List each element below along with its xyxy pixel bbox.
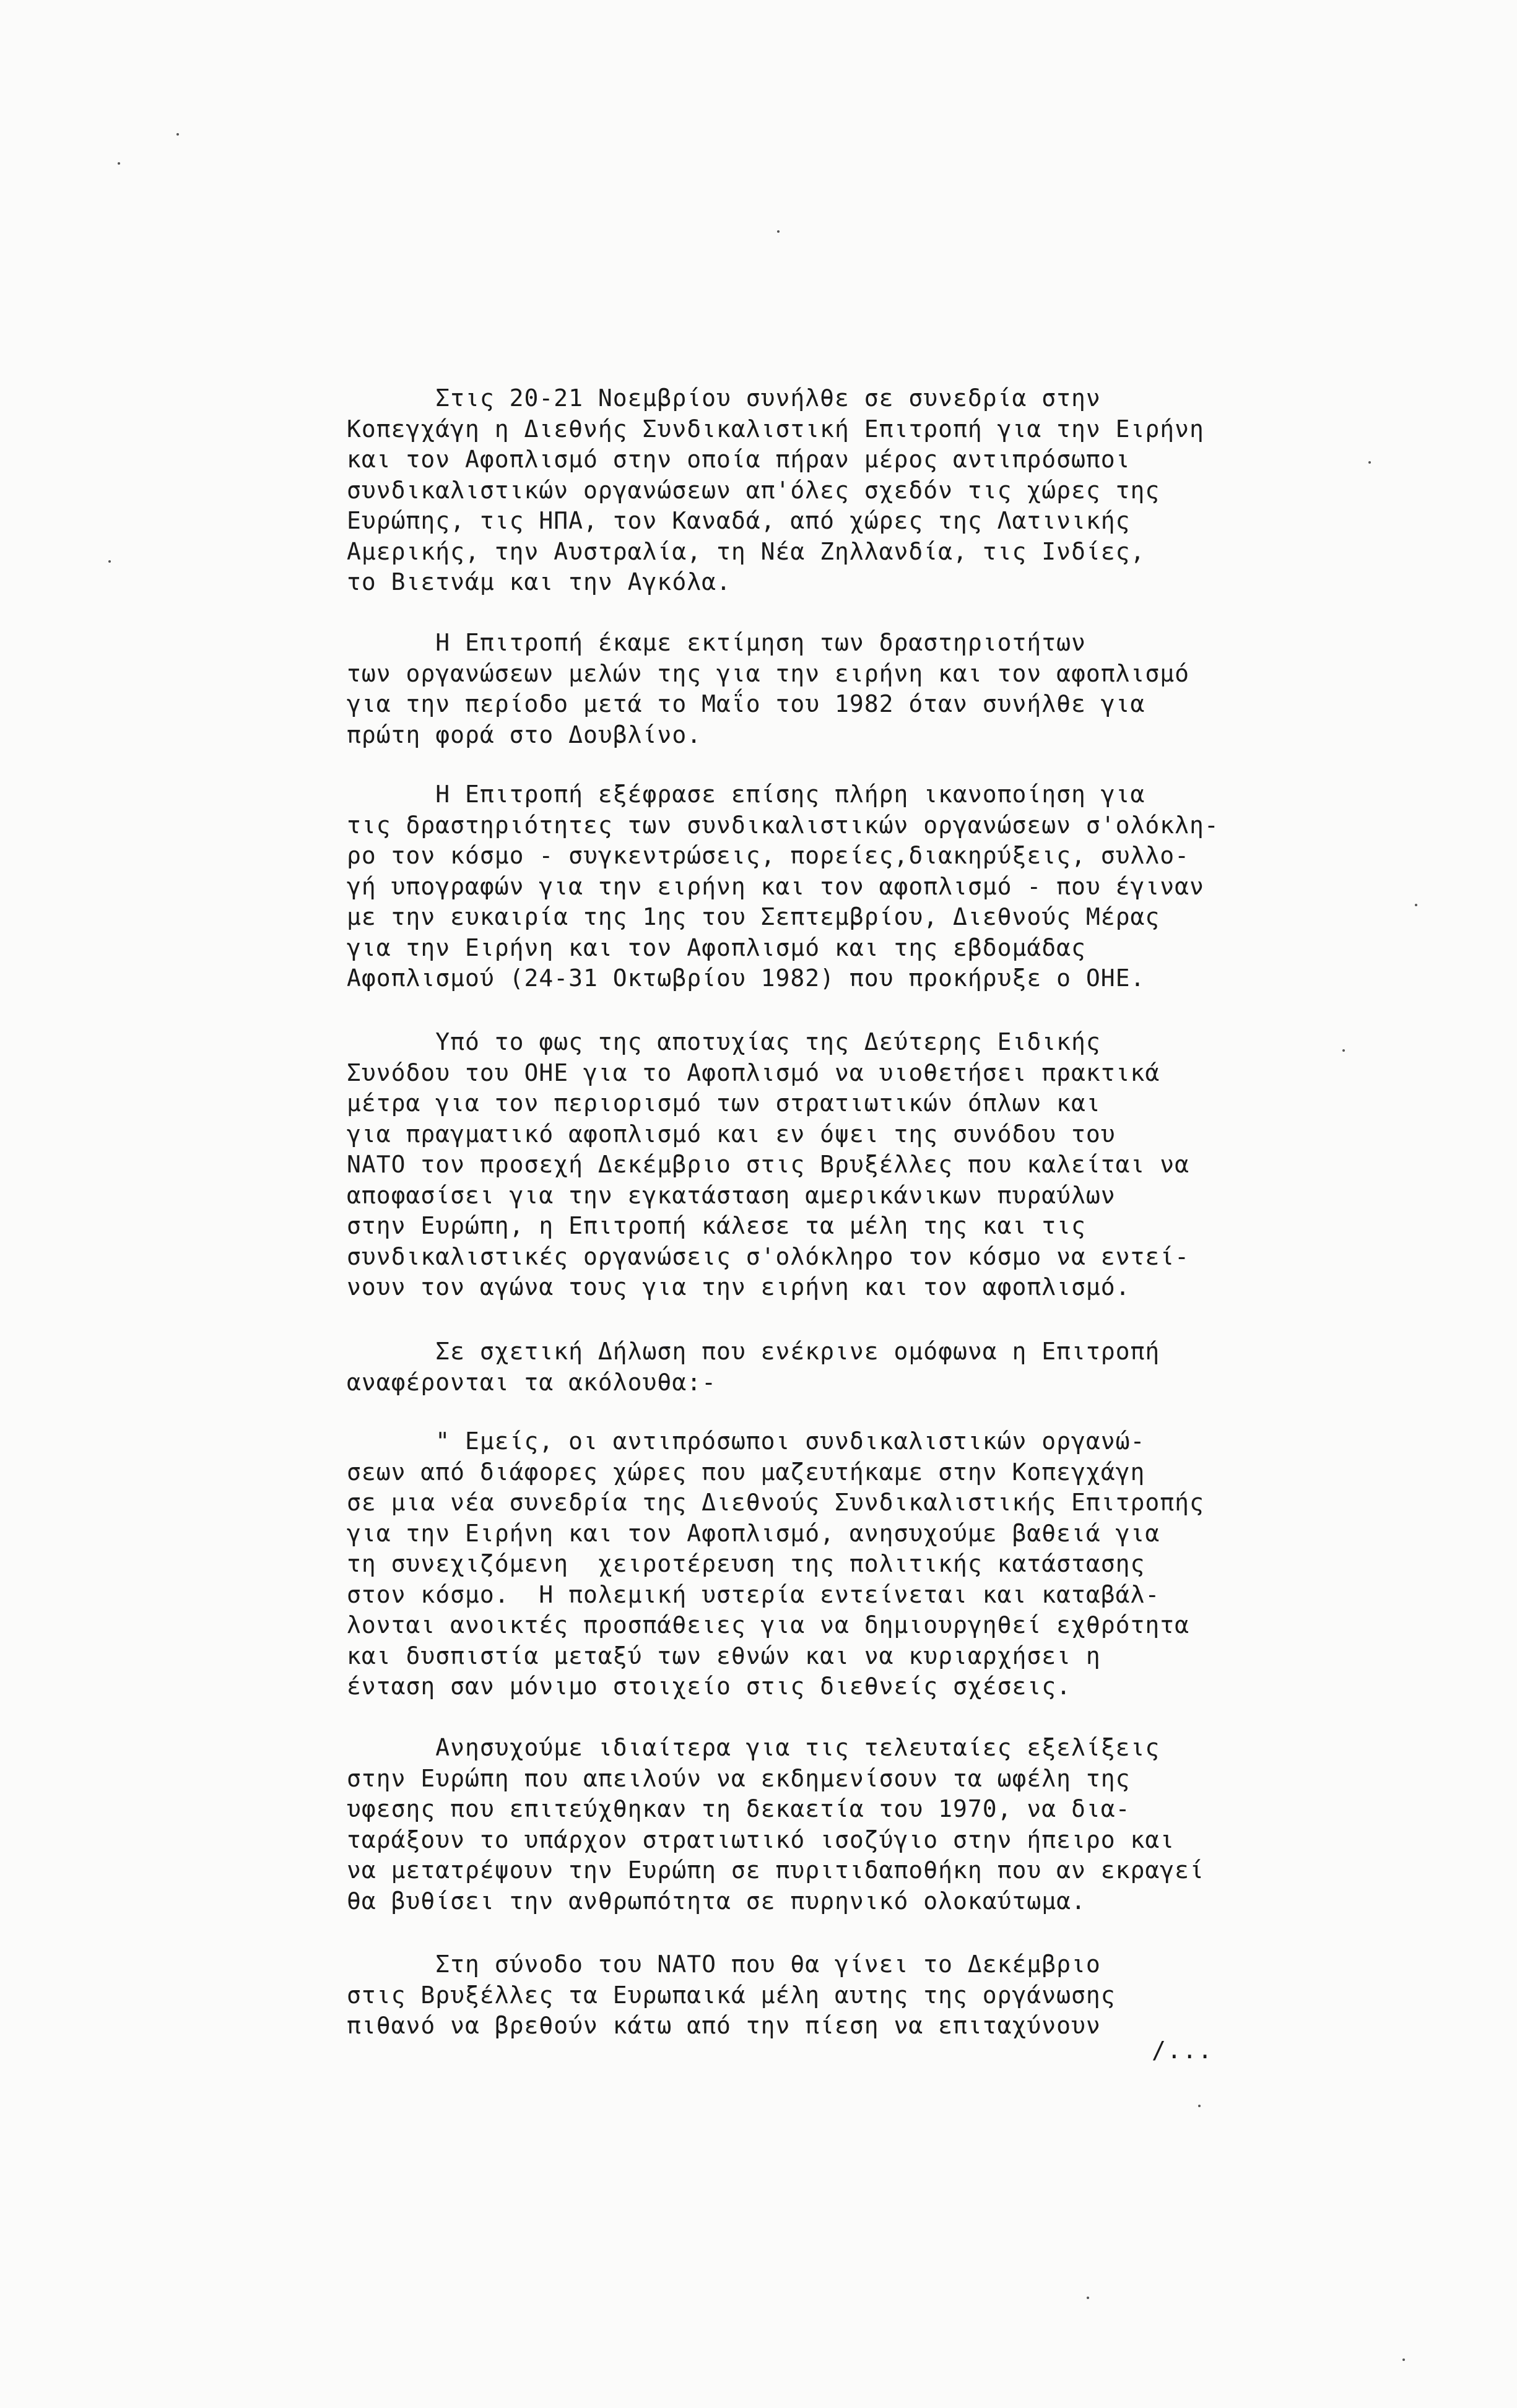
scan-speck: [108, 560, 111, 563]
text-line: και δυσπιστία μεταξύ των εθνών και να κυριαρχήσει η: [347, 1642, 1101, 1670]
text-line: Κοπεγχάγη η Διεθνής Συνδικαλιστική Επιτροπή για την Ειρήνη: [347, 415, 1204, 443]
scan-speck: [1087, 2297, 1089, 2299]
scan-speck: [1368, 461, 1371, 464]
paragraph-6: [347, 1426, 1461, 1702]
text-line: για την περίοδο μετά το Μαΐο του 1982 όταν συνήλθε για: [347, 690, 1145, 717]
text-line: πιθανό να βρεθούν κάτω από την πίεση να επιταχύνουν: [347, 2012, 1101, 2039]
paragraph-3: [347, 779, 1461, 994]
scan-speck: [176, 133, 179, 136]
text-line: ρο τον κόσμο - συγκεντρώσεις, πορείες,διακηρύξεις, συλλο-: [347, 842, 1190, 869]
scan-speck: [1342, 1049, 1345, 1052]
scan-speck: [777, 230, 780, 233]
text-line: Η Επιτροπή εξέφρασε επίσης πλήρη ικανοποίηση για: [347, 781, 1145, 808]
text-line: αποφασίσει για την εγκατάσταση αμερικάνικων πυραύλων: [347, 1181, 1116, 1209]
text-line: Αμερικής, την Αυστραλία, τη Νέα Ζηλλανδία, τις Ινδίες,: [347, 537, 1145, 565]
text-line: και τον Αφοπλισμό στην οποία πήραν μέρος αντιπρόσωποι: [347, 446, 1131, 473]
text-line: ταράξουν το υπάρχον στρατιωτικό ισοζύγιο στην ήπειρο και: [347, 1825, 1175, 1853]
text-line: Αφοπλισμού (24-31 Οκτωβρίου 1982) που προκήρυξε ο ΟΗΕ.: [347, 964, 1145, 992]
text-line: στην Ευρώπη που απειλούν να εκδημενίσουν τα ωφέλη της: [347, 1764, 1131, 1792]
text-line: των οργανώσεων μελών της για την ειρήνη και τον αφοπλισμό: [347, 659, 1190, 687]
text-line: Ευρώπης, τις ΗΠΑ, τον Καναδά, από χώρες της Λατινικής: [347, 507, 1131, 534]
text-line: Στις 20-21 Νοεμβρίου συνήλθε σε συνεδρία στην: [347, 384, 1101, 412]
text-line: στον κόσμο. Η πολεμική υστερία εντείνεται και καταβάλ-: [347, 1580, 1160, 1608]
text-line: ΝΑΤΟ τον προσεχή Δεκέμβριο στις Βρυξέλλες που καλείται να: [347, 1151, 1190, 1178]
text-line: Ανησυχούμε ιδιαίτερα για τις τελευταίες εξελίξεις: [347, 1734, 1160, 1761]
text-line: στην Ευρώπη, η Επιτροπή κάλεσε τα μέλη της και τις: [347, 1212, 1086, 1239]
body-text-p8: [347, 1888, 1461, 2103]
continuation-mark: /...: [1152, 2037, 1214, 2064]
text-line: θα βυθίσει την ανθρωπότητα σε πυρηνικό ολοκαύτωμα.: [347, 1887, 1086, 1915]
text-line: σεων από διάφορες χώρες που μαζευτήκαμε στην Κοπεγχάγη: [347, 1458, 1145, 1486]
text-line: πρώτη φορά στο Δουβλίνο.: [347, 721, 702, 748]
text-line: Η Επιτροπή έκαμε εκτίμηση των δραστηριοτήτων: [347, 629, 1086, 656]
scan-speck: [1198, 2105, 1201, 2107]
text-line: Σε σχετική Δήλωση που ενέκρινε ομόφωνα η Επιτροπή: [347, 1338, 1160, 1365]
text-line: λονται ανοικτές προσπάθειες για να δημιουργηθεί εχθρότητα: [347, 1611, 1190, 1639]
scan-speck: [118, 162, 120, 165]
text-line: συνδικαλιστικές οργανώσεις σ'ολόκληρο τον κόσμο να εντεί-: [347, 1242, 1190, 1270]
text-line: συνδικαλιστικών οργανώσεων απ'όλες σχεδόν τις χώρες της: [347, 476, 1160, 504]
scan-speck: [1402, 2358, 1405, 2361]
text-line: Στη σύνοδο του ΝΑΤΟ που θα γίνει το Δεκέμβριο: [347, 1951, 1101, 1978]
text-line: με την ευκαιρία της 1ης του Σεπτεμβρίου, Διεθνούς Μέρας: [347, 903, 1160, 930]
text-line: σε μια νέα συνεδρία της Διεθνούς Συνδικαλιστικής Επιτροπής: [347, 1489, 1204, 1516]
text-line: υφεσης που επιτεύχθηκαν τη δεκαετία του 1970, να δια-: [347, 1795, 1131, 1822]
text-line: Υπό το φως της αποτυχίας της Δεύτερης Ειδικής: [347, 1028, 1101, 1055]
text-line: μέτρα για τον περιορισμό των στρατιωτικών όπλων και: [347, 1089, 1101, 1117]
paragraph-1: [347, 383, 1461, 598]
text-line: για πραγματικό αφοπλισμό και εν όψει της συνόδου του: [347, 1120, 1116, 1148]
text-line: τη συνεχιζόμενη χειροτέρευση της πολιτικής κατάστασης: [347, 1550, 1145, 1577]
text-line: το Βιετνάμ και την Αγκόλα.: [347, 568, 731, 596]
text-line: ένταση σαν μόνιμο στοιχείο στις διεθνείς σχέσεις.: [347, 1673, 1072, 1700]
text-line: για την Ειρήνη και τον Αφοπλισμό και της εβδομάδας: [347, 933, 1086, 961]
text-line: " Εμείς, οι αντιπρόσωποι συνδικαλιστικών οργανώ-: [347, 1427, 1145, 1455]
paragraph-8: [347, 1949, 1461, 2042]
text-line: Συνόδου του ΟΗΕ για το Αφοπλισμό να υιοθετήσει πρακτικά: [347, 1059, 1160, 1086]
text-line: νουν τον αγώνα τους για την ειρήνη και τον αφοπλισμό.: [347, 1273, 1131, 1301]
text-line: στις Βρυξέλλες τα Ευρωπαικά μέλη αυτης της οργάνωσης: [347, 1981, 1116, 2009]
paragraph-4: [347, 1027, 1461, 1303]
text-line: για την Ειρήνη και τον Αφοπλισμό, ανησυχούμε βαθειά για: [347, 1519, 1160, 1547]
scan-speck: [1415, 904, 1417, 906]
text-line: να μετατρέψουν την Ευρώπη σε πυριτιδαποθήκη που αν εκραγεί: [347, 1856, 1204, 1884]
text-line: γή υπογραφών για την ειρήνη και τον αφοπλισμό - που έγιναν: [347, 872, 1204, 900]
text-line: τις δραστηριότητες των συνδικαλιστικών οργανώσεων σ'ολόκλη-: [347, 811, 1219, 839]
text-line: αναφέρονται τα ακόλουθα:-: [347, 1368, 716, 1396]
